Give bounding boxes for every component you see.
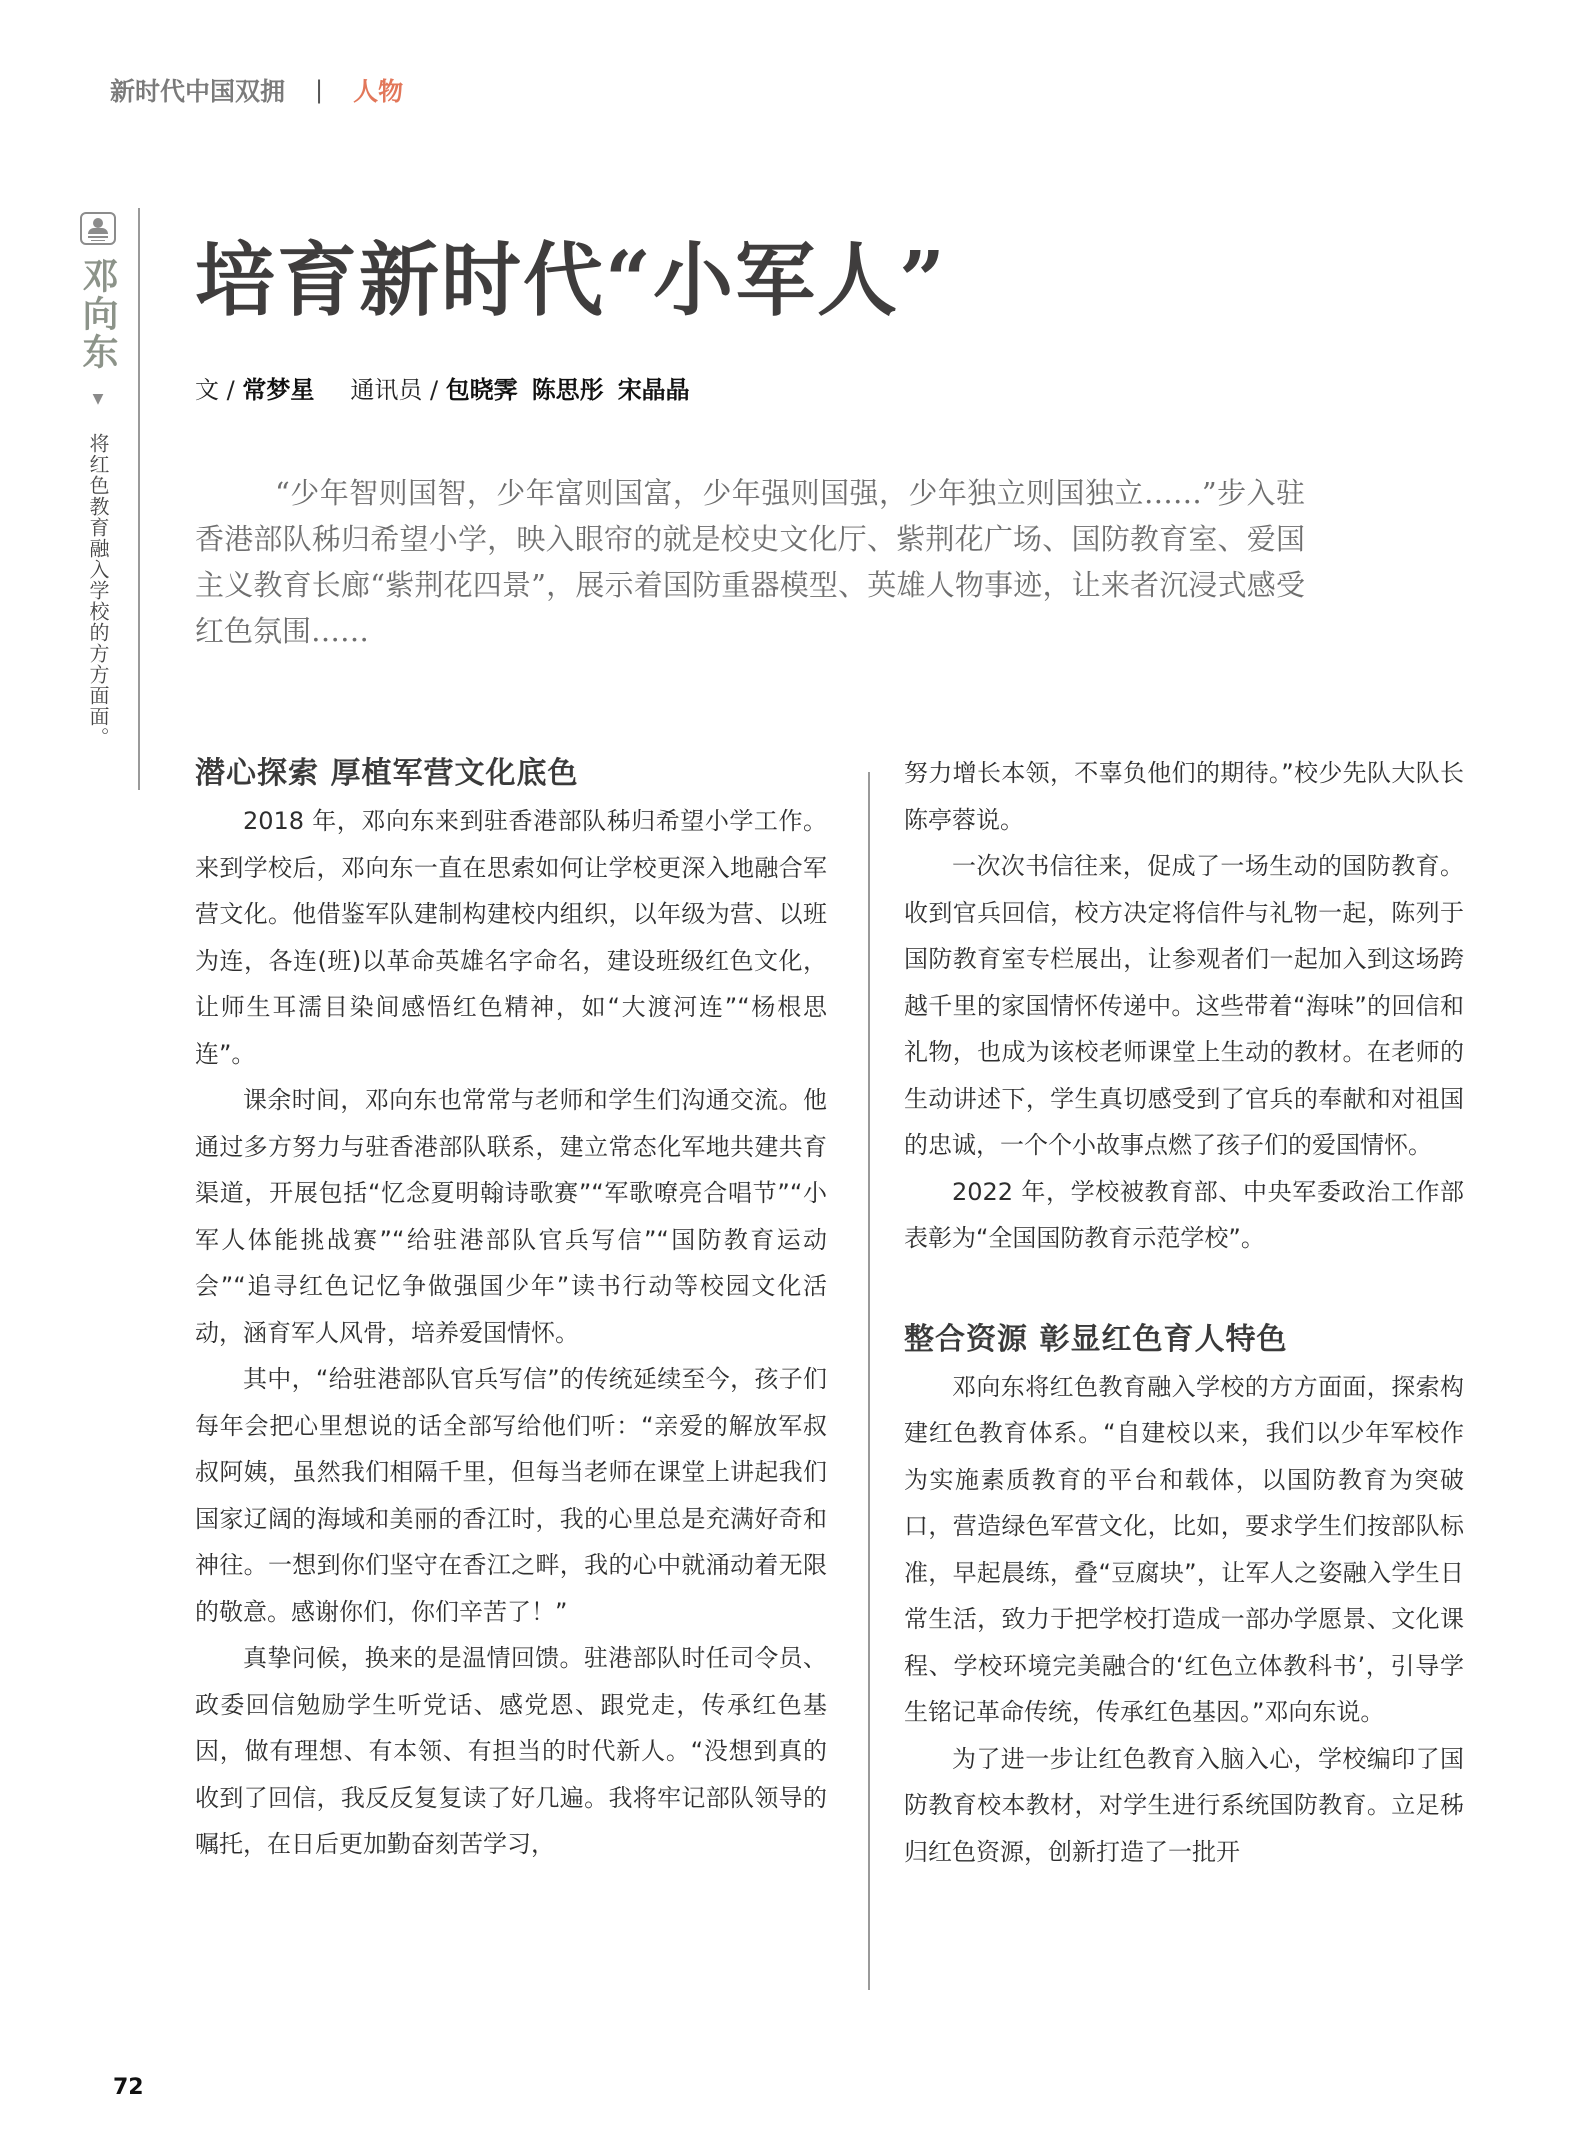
column-right [904, 750, 1464, 1875]
author-label: 文 / [195, 376, 243, 404]
correspondent-name: 包晓霁 [445, 376, 518, 404]
paragraph: 其中，“给驻港部队官兵写信”的传统延续至今，孩子们每年会把心里想说的话全部写给他们听：“亲爱的解放军叔叔阿姨，虽然我们相隔千里，但每当老师在课堂上讲起我们国家辽阔的海域和美丽的香江时，我的心里总是充满好奇和神往。一想到你们坚守在香江之畔，我的心中就涌动着无限的敬意。感谢你们，你们辛苦了！” [195, 1365, 827, 1626]
column-divider [868, 772, 870, 1990]
correspondent-name: 陈思彤 [531, 376, 604, 404]
page-number: 72 [113, 2075, 144, 2100]
byline [195, 370, 690, 405]
person-profile-icon [80, 212, 116, 245]
running-header [110, 70, 403, 110]
paragraph: 课余时间，邓向东也常常与老师和学生们沟通交流。他通过多方努力与驻香港部队联系，建立常态化军地共建共育渠道，开展包括“忆念夏明翰诗歌赛”“军歌嘹亮合唱节”“小军人体能挑战赛”“给驻港部队官兵写信”“国防教育运动会”“追寻红色记忆争做强国少年”读书行动等校园文化活动，涵育军人风骨，培养爱国情怀。 [195, 1086, 827, 1347]
paragraph: 努力增长本领，不辜负他们的期待。”校少先队大队长陈亭蓉说。 [904, 759, 1464, 834]
author-name: 常梦星 [242, 376, 315, 404]
paragraph: 真挚问候，换来的是温情回馈。驻港部队时任司令员、政委回信勉励学生听党话、感党恩、跟党走，传承红色基因，做有理想、有本领、有担当的时代新人。“没想到真的收到了回信，我反反复复读了好几遍。我将牢记部队领导的嘱托，在日后更加勤奋刻苦学习， [195, 1644, 827, 1858]
column-left [195, 750, 827, 1868]
correspondent-name: 宋晶晶 [617, 376, 690, 404]
section-heading: 整合资源 彰显红色育人特色 [904, 1321, 1288, 1357]
section-name: 新时代中国双拥 [110, 77, 286, 106]
paragraph: 2022 年，学校被教育部、中央军委政治工作部表彰为“全国国防教育示范学校”。 [904, 1177, 1464, 1252]
profile-tagline: 将红色教育融入学校的方方面面。 [86, 433, 110, 748]
paragraph: 邓向东将红色教育融入学校的方方面面，探索构建红色教育体系。“自建校以来，我们以少年军校作为实施素质教育的平台和载体，以国防教育为突破口，营造绿色军营文化，比如，要求学生们按部队标准，早起晨练，叠“豆腐块”，让军人之姿融入学生日常生活，致力于把学校打造成一部办学愿景、文化课程、学校环境完美融合的‘红色立体教科书’，引导学生铭记革命传统，传承红色基因。”邓向东说。 [904, 1372, 1464, 1726]
category-name: 人物 [353, 77, 404, 106]
header-separator: | [315, 76, 324, 104]
triangle-down-icon: ▼ [92, 391, 104, 407]
paragraph: 2018 年，邓向东来到驻香港部队秭归希望小学工作。来到学校后，邓向东一直在思索如何让学校更深入地融合军营文化。他借鉴军队建制构建校内组织，以年级为营、以班为连，各连(班)以革命英雄名字命名，建设班级红色文化，让师生耳濡目染间感悟红色精神，如“大渡河连”“杨根思连”。 [195, 807, 827, 1068]
paragraph: 一次次书信往来，促成了一场生动的国防教育。收到官兵回信，校方决定将信件与礼物一起，陈列于国防教育室专栏展出，让参观者们一起加入到这场跨越千里的家国情怀传递中。这些带着“海味”的回信和礼物，也成为该校老师课堂上生动的教材。在老师的生动讲述下，学生真切感受到了官兵的奉献和对祖国的忠诚，一个个小故事点燃了孩子们的爱国情怀。 [904, 852, 1464, 1159]
section-heading: 潜心探索 厚植军营文化底色 [195, 756, 579, 791]
profile-name: 邓向东 [77, 257, 119, 371]
paragraph: 为了进一步让红色教育入脑入心，学校编印了国防教育校本教材，对学生进行系统国防教育。立足秭归红色资源，创新打造了一批开 [904, 1744, 1464, 1866]
article-lead: “少年智则国智，少年富则国富，少年强则国强，少年独立则国独立……”步入驻香港部队秭归希望小学，映入眼帘的就是校史文化厅、紫荆花广场、国防教育室、爱国主义教育长廊“紫荆花四景”，展示着国防重器模型、英雄人物事迹，让来者沉浸式感受红色氛围…… [195, 476, 1305, 648]
correspondents-label: 通讯员 / [350, 376, 446, 404]
sidebar-divider [138, 208, 140, 790]
article-title: 培育新时代“小军人” [195, 233, 948, 327]
profile-sidebar [78, 212, 118, 748]
